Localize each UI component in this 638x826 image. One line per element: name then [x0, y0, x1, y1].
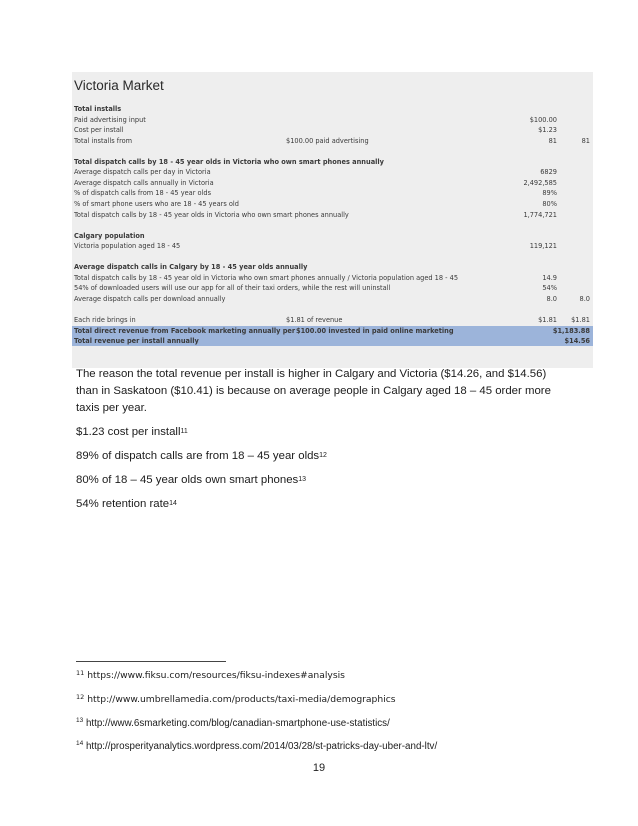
table-row	[72, 125, 593, 135]
table-row	[72, 304, 593, 314]
row-label: Total dispatch calls by 18 - 45 year olds in Victoria who own smart phones annually	[74, 157, 384, 166]
row-label: % of smart phone users who are 18 - 45 years old	[74, 199, 239, 208]
row-label: Victoria population aged 18 - 45	[74, 242, 181, 251]
footnote-link[interactable]: https://www.fiksu.com/resources/fiksu-indexes#analysis	[87, 670, 345, 681]
dispatch-calls-line	[76, 448, 327, 465]
row-value: 14.9	[542, 273, 557, 282]
row-label: % of dispatch calls from 18 - 45 year olds	[74, 189, 212, 198]
row-note: $100.00 paid advertising	[286, 136, 369, 145]
footnote-number: 12	[76, 693, 85, 701]
row-label: Total revenue per install annually	[74, 337, 199, 346]
footnote-ref-13[interactable]: 13	[298, 476, 307, 483]
table-row	[72, 283, 593, 293]
table-row	[72, 315, 593, 325]
body-paragraph-line-2: than in Saskatoon ($10.41) is because on average people in Calgary aged 18 – 45 order more	[76, 385, 551, 397]
footnote-13	[76, 718, 390, 729]
table-row	[72, 273, 593, 283]
row-total: $1,183.88	[552, 326, 590, 335]
row-label: Total direct revenue from Facebook marketing annually per	[74, 326, 296, 335]
row-value: $100.00	[529, 115, 557, 124]
row-value: 1,774,721	[523, 210, 557, 219]
body-paragraph-line-1: The reason the total revenue per install is higher in Calgary and Victoria ($14.26, and $14.56)	[76, 368, 547, 380]
row-label: 54% of downloaded users will use our app for all of their taxi orders, while the rest will uninstall	[74, 284, 391, 293]
row-label: Cost per install	[74, 126, 124, 135]
footnote-number: 14	[76, 740, 84, 747]
footnote-number: 13	[76, 717, 84, 724]
row-total: 8.0	[579, 294, 590, 303]
row-label: Total dispatch calls by 18 - 45 year olds in Victoria who own smart phones annually	[74, 210, 349, 219]
row-total: $14.56	[564, 337, 590, 346]
dispatch-calls-text: 89% of dispatch calls are from 18 – 45 year olds	[76, 450, 320, 462]
row-label: Average dispatch calls per day in Victoria	[74, 168, 211, 177]
retention-rate-line	[76, 496, 177, 513]
footnote-link[interactable]: http://www.umbrellamedia.com/products/taxi-media/demographics	[87, 694, 396, 705]
table-row	[72, 136, 593, 146]
row-label: Total dispatch calls by 18 - 45 year old in Victoria who own smart phones annually / Victoria population aged 18 - 45	[74, 273, 459, 282]
table-row	[72, 167, 593, 177]
smartphone-owners-text: 80% of 18 – 45 year olds own smart phones	[76, 474, 299, 486]
table-row	[72, 178, 593, 188]
footnote-ref-11[interactable]: 11	[180, 428, 188, 435]
table-row	[72, 262, 593, 272]
row-value: 81	[548, 136, 557, 145]
retention-rate-text: 54% retention rate	[76, 498, 170, 510]
row-value: $1.81	[538, 316, 557, 324]
table-row	[72, 326, 593, 336]
row-label: Paid advertising input	[74, 115, 146, 124]
body-paragraph-line-3: taxis per year.	[76, 402, 147, 414]
table-row	[72, 220, 593, 230]
row-value: 8.0	[546, 294, 557, 303]
row-value: 54%	[542, 284, 557, 293]
table-row	[72, 252, 593, 262]
smartphone-owners-line	[76, 472, 306, 489]
table-row	[72, 336, 593, 346]
table-row	[72, 199, 593, 209]
footnote-link[interactable]: http://prosperityanalytics.wordpress.com/2014/03/28/st-patricks-day-uber-and-ltv/	[85, 741, 438, 752]
row-label: Average dispatch calls annually in Victoria	[74, 178, 214, 187]
row-label: Average dispatch calls per download annually	[74, 294, 226, 303]
row-value: 80%	[542, 199, 557, 208]
row-label: Each ride brings in	[74, 316, 136, 324]
cost-per-install-text: $1.23 cost per install	[76, 426, 181, 438]
victoria-market-table-image	[72, 72, 593, 368]
row-note: $1.81 of revenue	[286, 316, 343, 324]
row-label: Total installs	[74, 105, 122, 113]
table-row	[72, 115, 593, 125]
footnote-12	[76, 694, 396, 705]
table-row	[72, 231, 593, 241]
row-value: 89%	[542, 189, 557, 198]
row-total: $1.81	[571, 316, 590, 324]
row-total: 81	[581, 136, 590, 145]
row-value: 2,492,585	[523, 178, 557, 187]
row-label: Calgary population	[74, 231, 145, 240]
footnote-14	[76, 741, 437, 752]
footnote-ref-14[interactable]: 14	[169, 500, 177, 507]
table-row	[72, 241, 593, 251]
table-row	[72, 294, 593, 304]
footnote-number: 11	[76, 669, 85, 677]
footnote-ref-12[interactable]: 12	[319, 452, 327, 459]
row-note: $100.00 invested in paid online marketing	[296, 326, 454, 335]
table-title: Victoria Market	[74, 78, 164, 93]
table-row	[72, 188, 593, 198]
page-number: 19	[312, 762, 326, 774]
footnote-link[interactable]: http://www.6smarketing.com/blog/canadian-smartphone-use-statistics/	[85, 718, 390, 729]
table-row	[72, 104, 593, 114]
table-row	[72, 157, 593, 167]
row-label: Total installs from	[74, 136, 133, 145]
row-label: Average dispatch calls in Calgary by 18 - 45 year olds annually	[74, 263, 308, 272]
row-value: $1.23	[538, 126, 557, 135]
table-row	[72, 210, 593, 220]
row-value: 119,121	[529, 242, 557, 251]
cost-per-install-line	[76, 424, 188, 441]
footnote-11	[76, 670, 345, 681]
footnote-divider	[76, 661, 226, 662]
row-value: 6829	[540, 168, 557, 177]
table-row	[72, 146, 593, 156]
